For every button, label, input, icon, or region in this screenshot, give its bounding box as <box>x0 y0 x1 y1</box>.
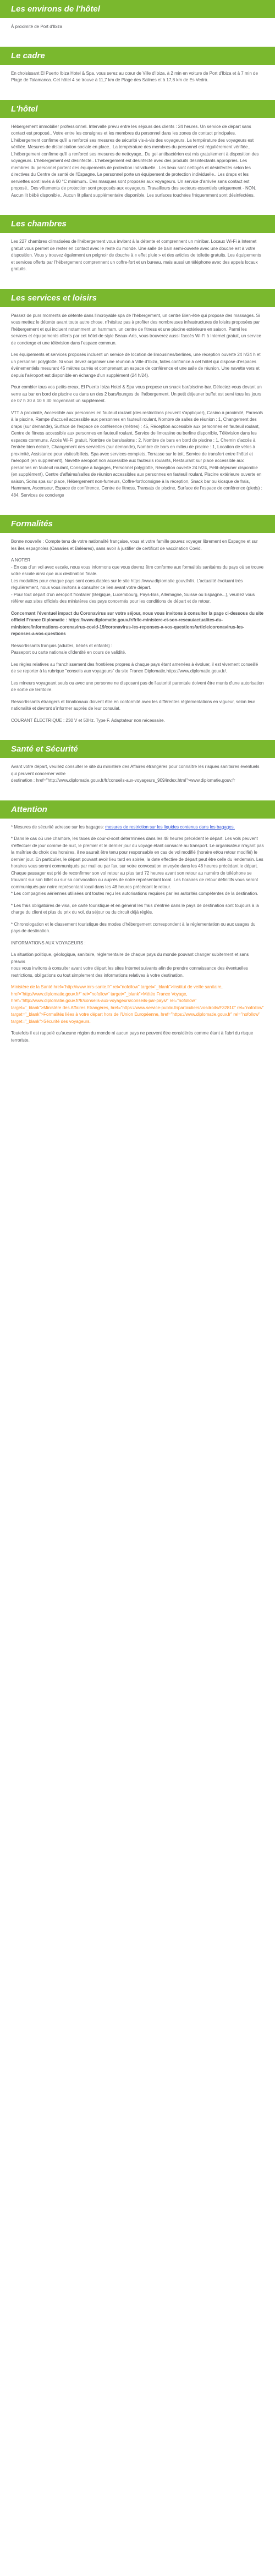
section-text: Les mineurs voyageant seuls ou avec une personne ne disposant pas de l'autorité parentale doivent être munis d'une autorisation de sortie de territoire. <box>11 680 264 692</box>
section-text: Toutefois il est rappelé qu'aucune région du monde ni aucun pays ne peuvent être considérés comme étant à l'abri du risque terroriste. <box>11 1031 254 1043</box>
section-text: La situation politique, géologique, sanitaire, réglementaire de chaque pays du monde pouvant changer subitement et sans préavis nous vous invitons à consulter avant votre départ les sites Internet suivants afin de prendre connaissance des éventuelles restrictions, obligations ou tout simplement des informations relatives à votre destination. <box>11 952 249 978</box>
electric-info: COURANT ÉLECTRIQUE : 230 V et 50Hz. Type F. Adaptateur non nécessaire. <box>11 717 165 723</box>
section-title: Les environs de l'hôtel <box>0 0 275 18</box>
section-text: Ressortissants étrangers et binationaux doivent être en conformité avec les différentes réglementations en vigueur, selon leur nationalité et devront s'informer auprès de leur consulat. <box>11 699 255 711</box>
section-title: Formalités <box>0 515 275 533</box>
section-formalites <box>0 515 275 732</box>
section-text: * Chronologation et le classement touristique des modes d'hébergement correspondent à la réglementation ou aux usages du pays de destination. <box>11 921 256 933</box>
section-attention <box>0 800 275 1053</box>
amenities-list: VTT à proximité, Accessible aux personnes en fauteuil roulant (des restrictions peuvent s'appliquer), Casino à proximité, Parasols à la piscine, Rampe d'accueil accessible aux personnes en fauteuil roulant, Nombre de salles de réunion : 1, Changement des draps (sur demande), Surface de l'espace de conférence (mètres) : 45, Réception accessible aux personnes en fauteuil roulant, Centre de fitness accessible aux personnes en fauteuil roulant, Service de limousine ou berline disponible, Télévision dans les espaces communs, Accès Wi-Fi gratuit, Nombre de bars/salons : 2, Nombre de bars en bord de piscine : 1, Chemin d'accès à l'entrée bien éclairé, Changement des serviettes (sur demande), Nombre de bars en milieu de piscine : 1, Location de vélos à proximité, Assistance pour visites/billets, Spa avec services complets, Terrasse sur le toit, Service de transfert entre l'hôtel et l'aéroport (en supplément), Navette aéroport non accessible aux fauteuils roulants, Restaurant sur place accessible aux personnes en fauteuil roulant, Consigne à bagages, Personnel polyglotte, Réception ouverte 24 h/24, Petit-déjeuner disponible (en supplément), Centre d'affaires/salles de réunion accessibles aux personnes en fauteuil roulant, Piscine extérieure ouverte en saison, Soins spa sur place, Hébergement non-fumeurs, Coffre-fort/consigne à la réception, Snack bar ou kiosque de frais, Hammam, Ascenseur, Espace de conférence, Centre de fitness, Transats de piscine, Surface de l'espace de conférence (pieds) : 484, Services de concierge <box>11 410 263 498</box>
security-notice-label: * Mesures de sécurité adresse sur les bagages: <box>11 824 106 830</box>
section-text: Passez de purs moments de détente dans l'incroyable spa de l'hébergement, un centre Bien-être qui propose des massages. Si vous mettez le détente avant toute autre chose, n'hésitez pas à profiter des nombreuses infrastructures de loisirs proposées par l'hébergement et qui incluent notamment un hammam, un centre de fitness et une piscine extérieure en saison. Parmi les services et équipements offerts par cet hôtel de style Beaux-Arts, vous trouverez aussi l'accès Wi-Fi à Internet gratuit, un service de concierge et une télévision dans l'espace commun. <box>11 313 261 346</box>
section-cadre <box>0 47 275 92</box>
section-text: * Dans le cas où une chambre, les taxes de cour-d-sont déterminées dans les 48 heures précédent le départ. Les vols peuvent s'effectuer de jour comme de nuit, le premier et le dernier jour du voyage étant consacré au transport. Le organisateur n'ayant pas la maîtrise du choix des horaires, il ne saurait être tenu pour responsable en cas de vol modifié (horaire et/ou retour modifié) le dernier jour. En particulier, le départ pouvant avoir lieu tard en soirée, la date effective de départ peut être celle du lendemain. Les horaires vous seront communiqués par mail ou par fax, sur votre convocation envoyée dans les 48 heures précédant le départ. Chaque passager est prié de reconfirmer son vol retour au plus tard 72 heures avant son retour au numéro de téléphone se trouvant sur son billet ou sur sa convocation ou auprès de notre représentant local. Les horaires de retour définitifs vous seront communiqués par notre représentant local dans les 48 heures précédant le retour. * Les compagnies aériennes utilisées ont toutes reçu les autorisations requises par les autorités compétentes de la destination. <box>11 836 264 896</box>
section-text: Avant votre départ, veuillez consulter le site du ministère des Affaires étrangères pour connaître les risques sanitaires éventuels qui peuvent concerner votre destination : href="http://www.diplomatie.gouv.fr/fr/conseils-aux-voyageurs_909/index.html">www.diplomatie.gouv.fr <box>11 764 260 783</box>
section-title: Santé et Sécurité <box>0 740 275 758</box>
section-title: Le cadre <box>0 47 275 65</box>
useful-links: Ministère de la Santé href="http://www.inrs-sante.fr" rel="nofollow" target="_blank">Institut de veille sanitaire, href="http://www.diplomatie.gouv.fr/" rel="nofollow" target="_blank">Météo France Voyage, href="http://www.diplomatie.gouv.fr/fr/conseils-aux-voyageurs/conseils-par-pays/" rel="nofollow" target="_blank">Ministère des Affaires Etrangères, href="https://www.service-public.fr/particuliers/vosdroits/F32810" rel="nofollow" target="_blank">Formalités liées à votre départ hors de l'Union Européenne, href="https://www.diplomatie.gouv.fr" rel="nofollow" target="_blank">Sécurité des voyageurs. <box>11 984 264 1024</box>
security-notice <box>11 824 264 831</box>
section-title: L'hôtel <box>0 100 275 118</box>
section-text: Les 227 chambres climatisées de l'hébergement vous invitent à la détente et comprennent un minibar. Locaux Wi-Fi à Internet gratuit vous permet de rester en contact avec le reste du monde. Une salle de bain semi-ouverte avec une douche est à votre disposition. Vous y trouvez également un peignoir de douche à « effet pluie » et des articles de toilette gratuits. Les équipements et services offerts par l'hébergement comprennent un coffre-fort et un bureau, mais aussi un téléphone avec des appels locaux gratuits. <box>11 239 261 271</box>
section-chambres <box>0 215 275 281</box>
section-environs <box>0 0 275 39</box>
section-text: Les règles relatives au franchissement des frontières propres à chaque pays étant amenées à évoluer, il est vivement conseillé de se reporter à la rubrique "conseils aux voyageurs" du site France Diplomatie,https://www.diplomatie.gouv.fr/. <box>11 661 258 674</box>
section-text: Pour combler tous vos petits creux, El Puerto Ibiza Hotel & Spa vous propose un snack bar/piscine-bar. Délectez-vous devant un verre au bar en bord de piscine ou dans un des 2 bars/lounges de l'hébergement. Un petit déjeuner buffet est servi tous les jours de 07 h 30 à 10 h 30 moyennant un supplément. <box>11 385 262 403</box>
section-text: A NOTER - En cas d'un vol avec escale, nous vous informons que vous devrez être conforme aux formalités sanitaires du pays où se trouve votre escale ainsi que aux destination finale. Les modalités pour chaque pays sont consultables sur le site https://www.diplomatie.gouv.fr/fr/. L'actualité évoluant très régulièrement, nous vous invitons à consulter ce lien avant votre départ. - Pour tout départ d'un aéroport frontalier (Belgique, Luxembourg, Pays-Bas, Allemagne, Suisse ou Espagne...), veuillez vous référer aux sites officiels des ministères des pays concernés pour les conditions de départ et de retour. <box>11 558 264 604</box>
section-title: Attention <box>0 800 275 819</box>
section-hotel <box>0 100 275 208</box>
section-text: * Les frais obligatoires de visa, de carte touristique et en général les frais d'entrée dans le pays de destination sont toujours à la charge du client et plus du prix du vol, du séjour ou du circuit déjà réglés. <box>11 903 259 915</box>
section-text: Hébergement immobilier professionnel. Intervalle prévu entre les séjours des clients : 24 heures. Un service de départ sans contact est proposé.. Votre entre les consignes et les membres du personnel dans les zones de contact principales. L'hébergement confirme qu'il a renforcé ses mesures de sécurité vis-à-vis des voyageurs. La température des voyageurs est vérifiée. Mesures de distanciation sociale en place.. La température des membres du personnel est régulièrement vérifiée.. L'hébergement confirme qu'il a renforcé ses mesures de nettoyage.. Du gel antibactérien est mis gratuitement à disposition des voyageurs. L'hébergement est désinfecté.. L'hébergement est désinfecté avec des produits désinfectants appropriés. Les membres du personnel portent des équipements de protection individuelle.. Les lieux sont nettoyés et désinfectés selon les directives du Centre de santé de l'Espagne. Le personnel porte un équipement de protection individuelle.. Les draps et les serviettes sont lavés à 60 °C minimum.. Des masques sont proposés aux voyageurs. Un service d'arrivée sans contact est proposé.. Des vêtements de protection sont proposés aux voyageurs. Travailleurs des secteurs essentiels uniquement - NON. Aucun lit bébé disponible.. Aucun lit pliant supplémentaire disponible. Les surfaces touchées fréquemment sont désinfectées. <box>11 124 259 198</box>
section-sante <box>0 740 275 793</box>
section-text: En choisissant El Puerto Ibiza Hotel & Spa, vous serez au cœur de Ville d'Ibiza, à 2 min en voiture de Port d'Ibiza et à 7 min de Plage de Talamanca. Cet hôtel 4 se trouve à 11,7 km de Plage des Salines et à 17,8 km de Es Vedrà. <box>11 70 258 82</box>
liquids-restriction-link[interactable]: mesures de restriction sur les liquides contenus dans les bagages. <box>105 824 235 830</box>
covid-notice: Concernant l'éventuel impact du Coronavirus sur votre séjour, nous vous invitons à consulter la page ci-dessous du site officiel France Diplomatie : https://www.diplomatie.gouv.fr/fr/le-ministere-et-son-reseau/actualites-du-ministere/informations-coronavirus-covid-19/coronavirus-les-reponses-a-vos-questions/article/coronavirus-les-reponses-a-vos-questions <box>11 610 263 636</box>
section-text: Bonne nouvelle : Compte tenu de votre nationalité française, vous et votre famille pouvez voyager librement en Espagne et sur les îles espagnoles (Canaries et Baléares), sans avoir à justifier de certificat de vaccination Covid. <box>11 539 258 551</box>
section-text: Ressortissants français (adultes, bébés et enfants) : Passeport ou carte nationale d'identité en cours de validité. <box>11 643 127 655</box>
section-text: À proximité de Port d'Ibiza <box>11 24 63 29</box>
section-text: Les équipements et services proposés incluent un service de location de limousines/berlines, une réception ouverte 24 h/24 h et un personnel polyglotte. Si vous devez organiser une réunion à Ville d'Ibiza, faites confiance à cet hôtel qui dispose d'espaces événementiels mesurant 45 mètres carrés et comprenant un espace de conférence et une salle de réunion. Une navette vers et depuis l'aéroport est disponible en échange d'un supplément (24 h/24). <box>11 352 261 378</box>
section-subtitle: INFORMATIONS AUX VOYAGEURS : <box>11 940 86 945</box>
section-title: Les chambres <box>0 215 275 233</box>
section-services <box>0 289 275 508</box>
section-title: Les services et loisirs <box>0 289 275 307</box>
